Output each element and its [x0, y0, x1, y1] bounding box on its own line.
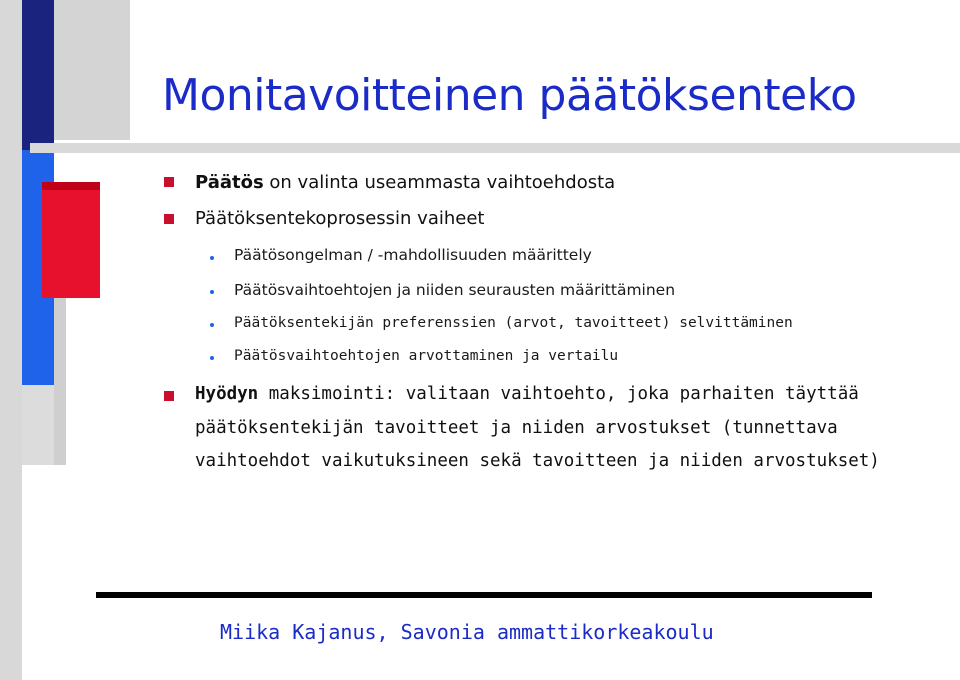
sub-bullet-item: Päätösvaihtoehtojen ja niiden seurausten määrittäminen — [234, 281, 676, 299]
bullet-item — [195, 172, 615, 193]
decor-gray-low-block — [54, 298, 66, 465]
square-bullet-icon — [164, 391, 174, 401]
sub-bullet-item: Päätösongelman / -mahdollisuuden määrittely — [234, 246, 592, 264]
sub-bullet-item: Päätösvaihtoehtojen arvottaminen ja vertailu — [234, 348, 619, 364]
bullet-item — [195, 208, 484, 229]
square-bullet-icon — [164, 177, 174, 187]
dot-bullet-icon — [210, 356, 214, 360]
bullet-item-line: vaihtoehdot vaikutuksineen sekä tavoitteen ja niiden arvostukset) — [195, 451, 880, 471]
bullet-bold-term: Päätös — [195, 172, 264, 193]
square-bullet-icon — [164, 214, 174, 224]
dot-bullet-icon — [210, 256, 214, 260]
bullet-bold-term: Hyödyn — [195, 384, 259, 404]
dot-bullet-icon — [210, 323, 214, 327]
bullet-text: maksimointi: valitaan vaihtoehto, joka parhaiten täyttää — [258, 384, 859, 404]
decor-red-shade — [42, 182, 100, 190]
footer-divider — [96, 592, 872, 598]
bullet-text: Päätöksentekoprosessin vaiheet — [195, 208, 485, 229]
footer-author: Miika Kajanus, Savonia ammattikorkeakoulu — [220, 620, 714, 644]
bullet-item-line — [195, 384, 859, 404]
decor-red-block — [42, 182, 100, 298]
sub-bullet-item: Päätöksentekijän preferenssien (arvot, tavoitteet) selvittäminen — [234, 315, 793, 331]
title-underline — [30, 143, 960, 153]
dot-bullet-icon — [210, 290, 214, 294]
decor-navy-bar — [22, 0, 54, 150]
bullet-text: on valinta useammasta vaihtoehdosta — [263, 172, 616, 193]
bullet-item-line: päätöksentekijän tavoitteet ja niiden arvostukset (tunnettava — [195, 418, 838, 438]
decor-gray-strip — [0, 0, 22, 680]
decor-gray-top-block — [54, 0, 130, 140]
slide-title: Monitavoitteinen päätöksenteko — [162, 70, 857, 121]
